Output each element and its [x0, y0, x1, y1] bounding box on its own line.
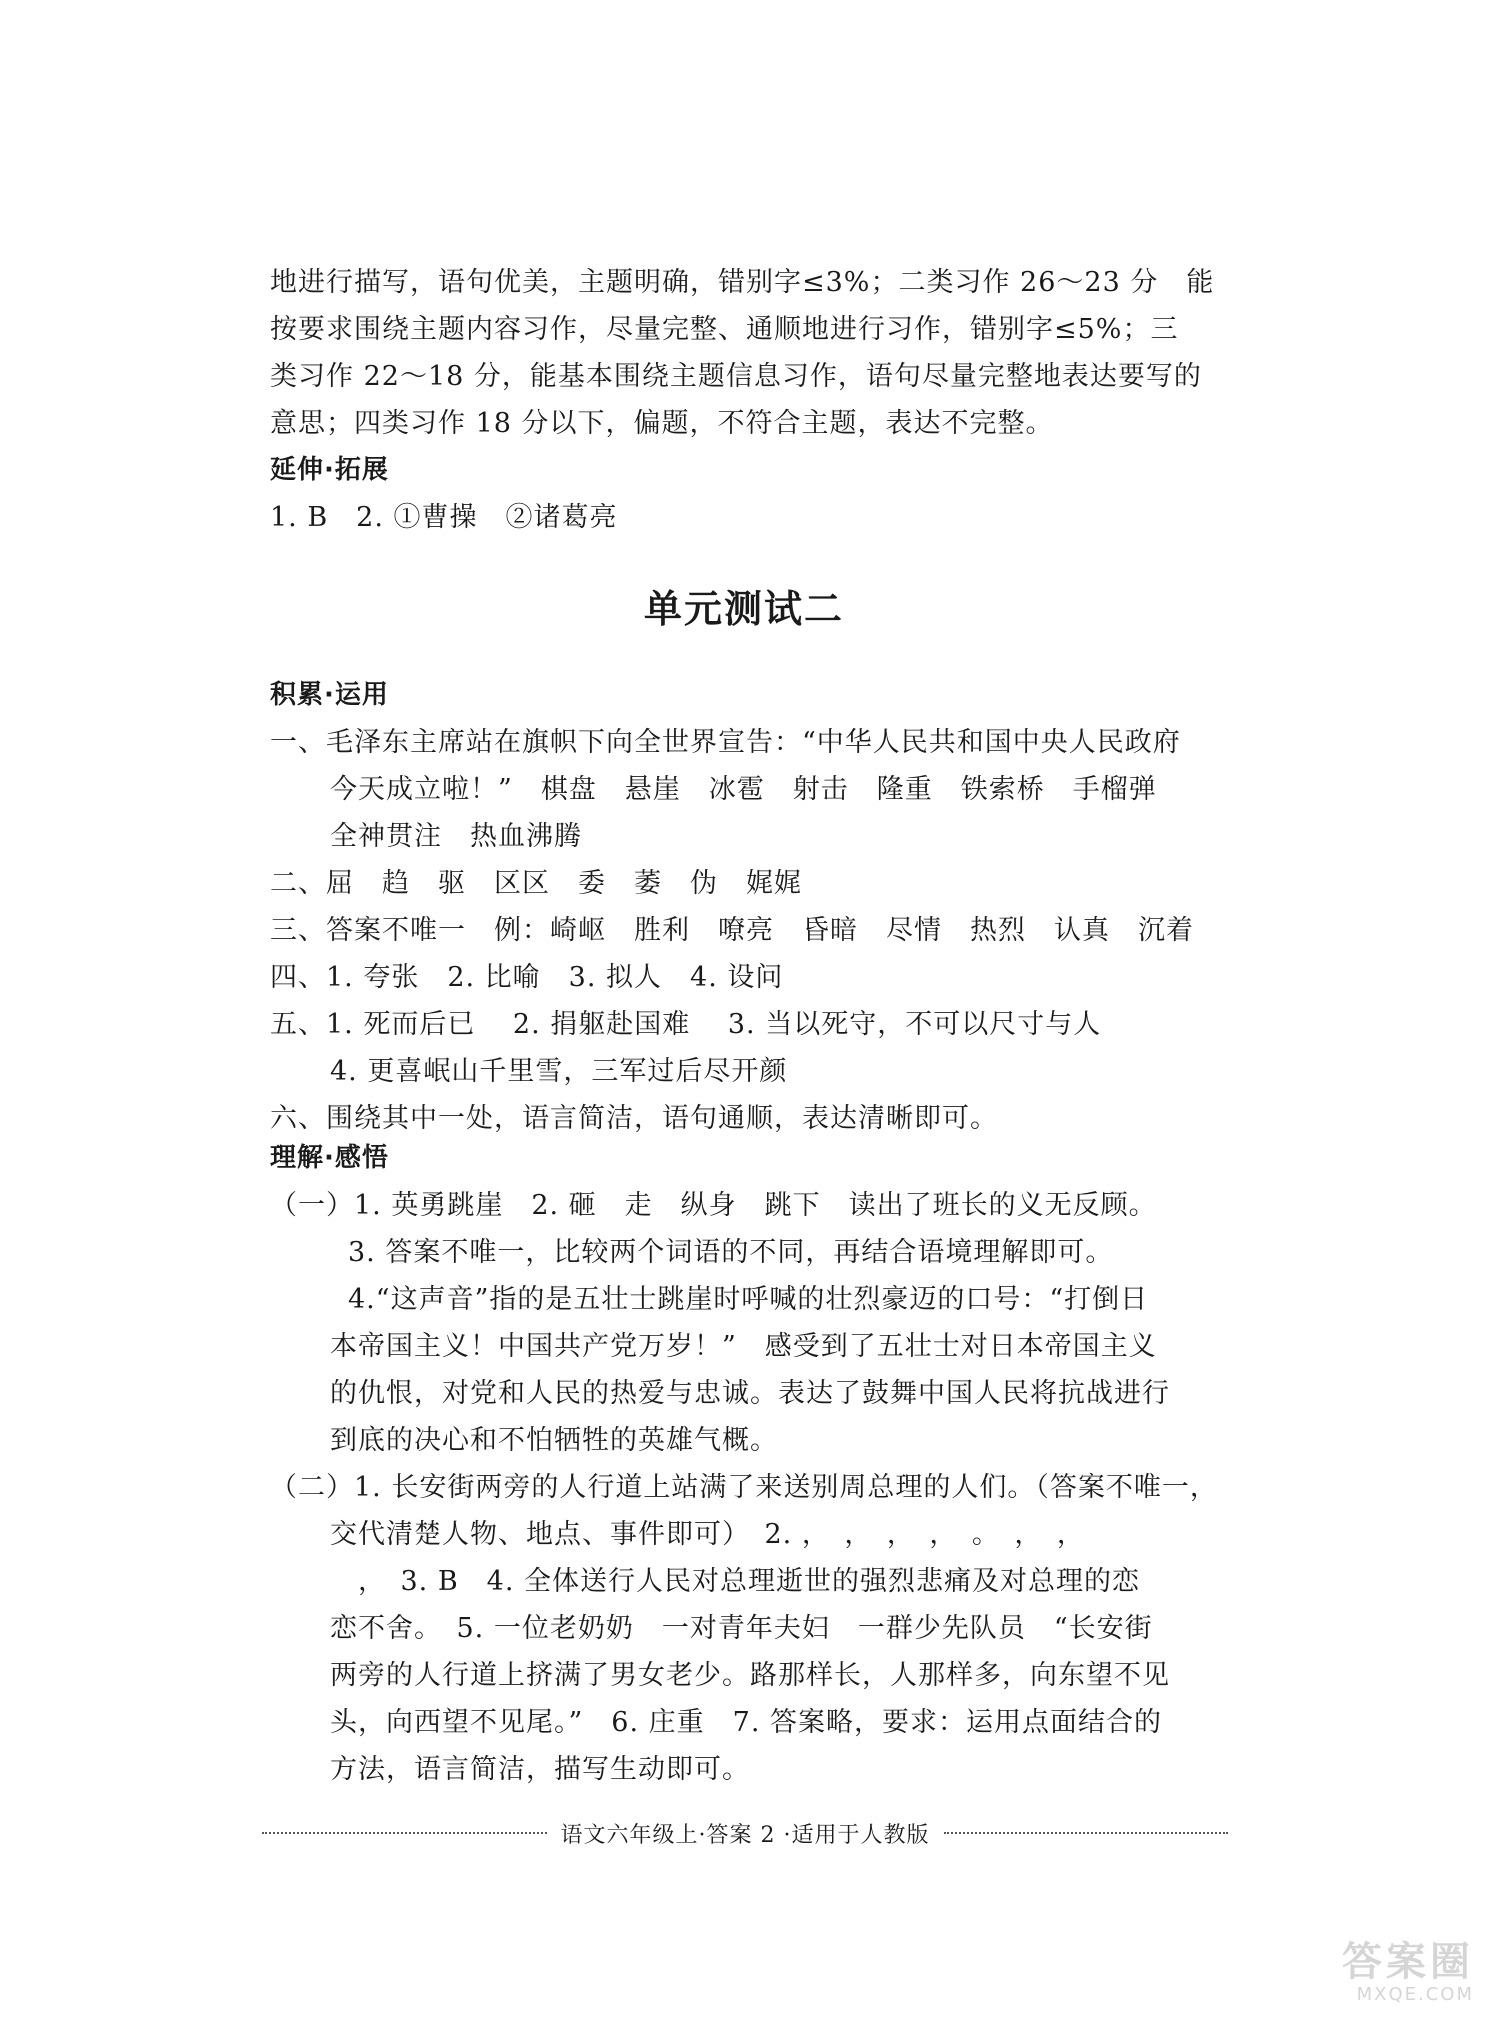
footer-divider-left [262, 1832, 547, 1834]
answer-line: 的仇恨，对党和人民的热爱与忠诚。表达了鼓舞中国人民将抗战进行 [330, 1378, 1170, 1409]
unit-title: 单元测试二 [643, 587, 844, 631]
prev-section [270, 259, 1230, 541]
answer-line: 恋不舍。 5. 一位老奶奶 一对青年夫妇 一群少先队员 “长安街 [330, 1613, 1153, 1644]
answer-line: 本帝国主义！中国共产党万岁！” 感受到了五壮士对日本帝国主义 [330, 1331, 1157, 1362]
answer-line: 头，向西望不见尾。” 6. 庄重 7. 答案略，要求：运用点面结合的 [330, 1707, 1162, 1738]
section-heading-accumulation: 积累·运用 [270, 680, 389, 710]
answer-line: 二、屈 趋 驱 区区 委 萎 伪 娓娓 [270, 868, 802, 899]
comprehension-section [270, 1135, 1230, 1793]
answer-line: 全神贯注 热血沸腾 [330, 821, 582, 852]
answer-line: 4. 更喜岷山千里雪，三军过后尽开颜 [330, 1056, 788, 1087]
extension-answer: 1. B 2. ①曹操 ②诸葛亮 [270, 502, 618, 533]
paragraph-line: 按要求围绕主题内容习作，尽量完整、通顺地进行习作，错别字≤5%；三 [270, 314, 1179, 345]
answer-line: 交代清楚人物、地点、事件即可） 2. ， ， ， ， 。 ， ， [330, 1519, 1085, 1550]
answer-line: （二）1. 长安街两旁的人行道上站满了来送别周总理的人们。（答案不唯一， [270, 1472, 1218, 1503]
answer-line: 到底的决心和不怕牺牲的英雄气概。 [330, 1425, 778, 1456]
watermark-logo [1244, 1940, 1474, 2010]
answer-line: 4.“这声音”指的是五壮士跳崖时呼喊的壮烈豪迈的口号：“打倒日 [348, 1284, 1149, 1315]
footer-divider-right [944, 1832, 1229, 1834]
answer-line: 今天成立啦！” 棋盘 悬崖 冰雹 射击 隆重 铁索桥 手榴弹 [330, 774, 1157, 805]
answer-line: 3. 答案不唯一，比较两个词语的不同，再结合语境理解即可。 [348, 1237, 1114, 1268]
answer-line: ， 3. B 4. 全体送行人民对总理逝世的强烈悲痛及对总理的恋 [330, 1566, 1141, 1597]
answer-line: 一、毛泽东主席站在旗帜下向全世界宣告：“中华人民共和国中央人民政府 [270, 727, 1181, 758]
answer-line: 五、1. 死而后已 2. 捐躯赴国难 3. 当以死守，不可以尺寸与人 [270, 1009, 1102, 1040]
footer-text: 语文六年级上·答案 2 ·适用于人教版 [560, 1822, 930, 1848]
paragraph-line: 意思；四类习作 18 分以下，偏题，不符合主题，表达不完整。 [270, 408, 1054, 439]
answer-line: 三、答案不唯一 例：崎岖 胜利 嘹亮 昏暗 尽情 热烈 认真 沉着 [270, 915, 1194, 946]
answer-line: 四、1. 夸张 2. 比喻 3. 拟人 4. 设问 [270, 962, 784, 993]
paragraph-line: 地进行描写，语句优美，主题明确，错别字≤3%；二类习作 26～23 分 能 [270, 267, 1215, 298]
page-footer [262, 1818, 1228, 1848]
section-heading-comprehension: 理解·感悟 [270, 1143, 389, 1173]
watermark-logo-url: MXQE.COM [1356, 1984, 1474, 2005]
paragraph-line: 类习作 22～18 分，能基本围绕主题信息习作，语句尽量完整地表达要写的 [270, 361, 1202, 392]
answer-line: 六、围绕其中一处，语言简洁，语句通顺，表达清晰即可。 [270, 1103, 998, 1134]
answer-line: 两旁的人行道上挤满了男女老少。路那样长，人那样多，向东望不见 [330, 1660, 1170, 1691]
answer-line: 方法，语言简洁，描写生动即可。 [330, 1754, 750, 1785]
section-heading-extension: 延伸·拓展 [270, 455, 389, 485]
watermark-logo-text: 答案圈 [1342, 1939, 1474, 1985]
answer-line: （一）1. 英勇跳崖 2. 砸 走 纵身 跳下 读出了班长的义无反顾。 [270, 1190, 1157, 1221]
accumulation-section [270, 672, 1230, 1142]
